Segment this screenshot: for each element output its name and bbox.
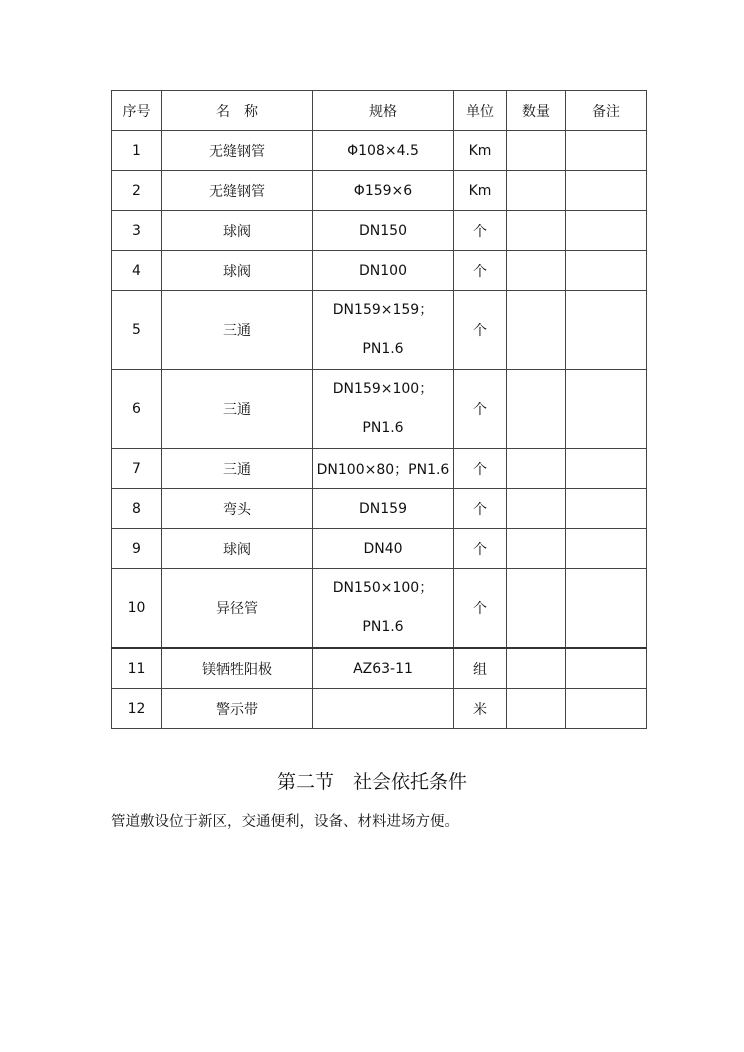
- cell-unit: Km: [454, 131, 507, 171]
- cell-note: [566, 689, 647, 729]
- cell-spec-line: AZ63-11: [353, 660, 413, 677]
- cell-name: 三通: [162, 449, 313, 489]
- cell-name: 无缝钢管: [162, 131, 313, 171]
- cell-spec: [313, 689, 454, 729]
- table-header-row: [112, 91, 647, 131]
- header-cell-name: 名 称: [162, 91, 313, 131]
- cell-note: [566, 648, 647, 689]
- cell-no: 1: [112, 131, 162, 171]
- cell-unit: 组: [454, 648, 507, 689]
- table-body: [112, 131, 647, 729]
- cell-qty: [507, 171, 566, 211]
- cell-spec-line: PN1.6: [362, 341, 404, 357]
- table-row: [112, 251, 647, 291]
- cell-spec-line: DN40: [363, 540, 403, 557]
- cell-spec: [313, 648, 454, 689]
- cell-qty: [507, 648, 566, 689]
- cell-name: 弯头: [162, 489, 313, 529]
- cell-note: [566, 291, 647, 370]
- cell-spec: [313, 291, 454, 370]
- cell-spec-line: DN100: [359, 262, 407, 279]
- table-row: [112, 171, 647, 211]
- cell-no: 11: [112, 648, 162, 689]
- cell-no: 2: [112, 171, 162, 211]
- cell-qty: [507, 489, 566, 529]
- table-row: [112, 648, 647, 689]
- cell-spec: [313, 569, 454, 649]
- cell-name: 异径管: [162, 569, 313, 649]
- cell-name: 球阀: [162, 211, 313, 251]
- cell-note: [566, 171, 647, 211]
- cell-no: 7: [112, 449, 162, 489]
- cell-unit: 个: [454, 449, 507, 489]
- table-row: [112, 291, 647, 370]
- cell-spec-line: DN100×80；PN1.6: [316, 461, 450, 478]
- header-cell-note: 备注: [566, 91, 647, 131]
- cell-unit: 个: [454, 489, 507, 529]
- cell-name: 三通: [162, 291, 313, 370]
- cell-note: [566, 529, 647, 569]
- table-row: [112, 489, 647, 529]
- header-cell-qty: 数量: [507, 91, 566, 131]
- cell-spec-line: Φ108×4.5: [347, 142, 419, 159]
- cell-spec: [313, 449, 454, 489]
- cell-name: 球阀: [162, 251, 313, 291]
- table-row: [112, 689, 647, 729]
- cell-note: [566, 131, 647, 171]
- cell-qty: [507, 211, 566, 251]
- cell-no: 5: [112, 291, 162, 370]
- cell-qty: [507, 689, 566, 729]
- cell-no: 12: [112, 689, 162, 729]
- cell-spec: [313, 370, 454, 449]
- header-cell-unit: 单位: [454, 91, 507, 131]
- cell-spec: [313, 529, 454, 569]
- cell-name: 球阀: [162, 529, 313, 569]
- cell-note: [566, 370, 647, 449]
- cell-spec: [313, 131, 454, 171]
- cell-name: 警示带: [162, 689, 313, 729]
- cell-no: 3: [112, 211, 162, 251]
- cell-spec-line: PN1.6: [362, 420, 404, 436]
- cell-qty: [507, 449, 566, 489]
- cell-qty: [507, 291, 566, 370]
- cell-spec-line: PN1.6: [362, 619, 404, 635]
- cell-no: 4: [112, 251, 162, 291]
- table-row: [112, 569, 647, 649]
- cell-name: 三通: [162, 370, 313, 449]
- cell-unit: 个: [454, 529, 507, 569]
- table-row: [112, 370, 647, 449]
- cell-spec-line: Φ159×6: [353, 182, 413, 199]
- cell-spec: [313, 211, 454, 251]
- header-cell-spec: 规格: [313, 91, 454, 131]
- cell-spec-line: DN159: [359, 500, 407, 517]
- cell-qty: [507, 131, 566, 171]
- section-body-text: 管道敷设位于新区，交通便利，设备、材料进场方便。: [111, 814, 459, 830]
- cell-spec: [313, 251, 454, 291]
- cell-note: [566, 569, 647, 649]
- section-title: 第二节 社会依托条件: [276, 771, 467, 793]
- cell-spec: [313, 171, 454, 211]
- table-row: [112, 211, 647, 251]
- cell-name: 无缝钢管: [162, 171, 313, 211]
- materials-table: [111, 90, 647, 729]
- cell-unit: Km: [454, 171, 507, 211]
- cell-spec-line: DN159×100；: [332, 381, 434, 397]
- cell-unit: 个: [454, 569, 507, 649]
- cell-spec-line: DN150: [359, 222, 407, 239]
- cell-qty: [507, 529, 566, 569]
- cell-unit: 个: [454, 291, 507, 370]
- cell-note: [566, 489, 647, 529]
- table-row: [112, 449, 647, 489]
- cell-no: 9: [112, 529, 162, 569]
- cell-note: [566, 251, 647, 291]
- cell-no: 8: [112, 489, 162, 529]
- cell-name: 镁牺牲阳极: [162, 648, 313, 689]
- cell-qty: [507, 370, 566, 449]
- table-row: [112, 131, 647, 171]
- cell-unit: 个: [454, 370, 507, 449]
- cell-unit: 个: [454, 211, 507, 251]
- cell-note: [566, 449, 647, 489]
- cell-qty: [507, 569, 566, 649]
- cell-note: [566, 211, 647, 251]
- cell-no: 6: [112, 370, 162, 449]
- cell-spec: [313, 489, 454, 529]
- cell-no: 10: [112, 569, 162, 649]
- cell-unit: 个: [454, 251, 507, 291]
- cell-unit: 米: [454, 689, 507, 729]
- cell-spec-line: DN150×100；: [332, 580, 434, 596]
- cell-spec-line: DN159×159；: [332, 302, 434, 318]
- table-row: [112, 529, 647, 569]
- cell-qty: [507, 251, 566, 291]
- header-cell-no: 序号: [112, 91, 162, 131]
